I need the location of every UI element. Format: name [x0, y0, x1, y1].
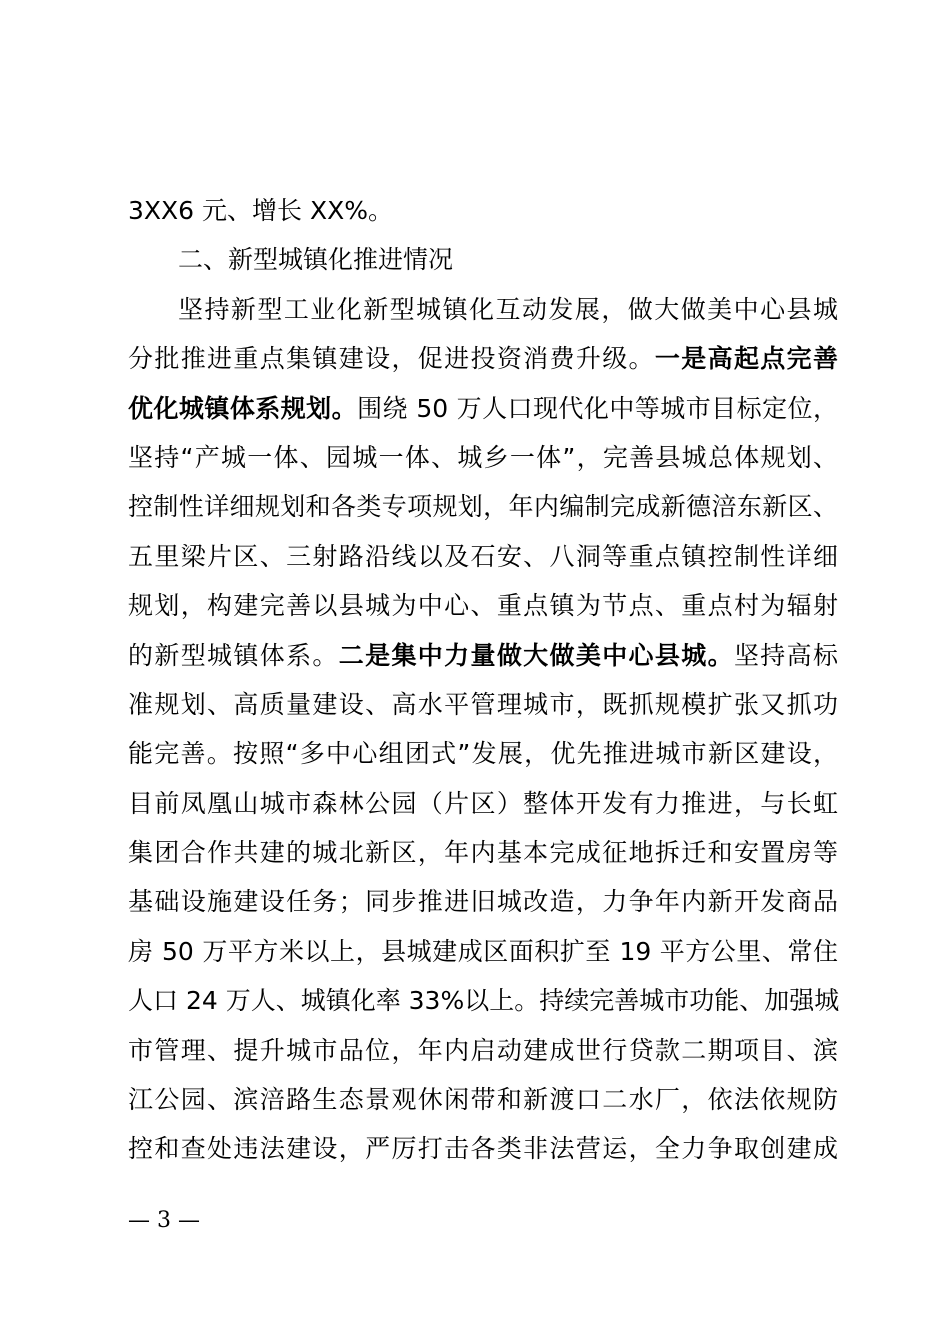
text-line — [128, 482, 838, 531]
text-line — [128, 1124, 838, 1173]
text-segment: 市管理、提升城市品位，年内启动建成世行贷款二期项目、滨 — [128, 1035, 838, 1065]
text-segment: 五里梁片区、三射路沿线以及石安、八洞等重点镇控制性详细 — [128, 541, 838, 571]
text-line — [128, 581, 838, 630]
text-line — [128, 384, 838, 433]
text-segment: 3XX6 元、增长 XX%。 — [128, 196, 393, 225]
text-segment: 控和查处违法建设，严厉打击各类非法营运，全力争取创建成 — [128, 1134, 838, 1164]
text-segment: 人口 24 万人、城镇化率 33%以上。持续完善城市功能、加强城 — [128, 986, 840, 1016]
text-line — [128, 828, 838, 877]
bold-text-segment: 二是集中力量做大做美中心县城。 — [338, 640, 734, 670]
text-line — [128, 285, 838, 334]
text-line — [128, 532, 838, 581]
text-segment: 基础设施建设任务；同步推进旧城改造，力争年内新开发商品 — [128, 887, 838, 917]
text-segment: 能完善。按照“多中心组团式”发展，优先推进城市新区建设， — [128, 739, 838, 769]
text-line — [128, 334, 838, 383]
text-segment: 准规划、高质量建设、高水平管理城市，既抓规模扩张又抓功 — [128, 689, 838, 719]
bold-text-segment: 优化城镇体系规划。 — [128, 393, 358, 423]
text-segment: 集团合作共建的城北新区，年内基本完成征地拆迁和安置房等 — [128, 838, 838, 868]
bold-text-segment: 一是高起点完善 — [654, 344, 838, 374]
text-segment: 规划，构建完善以县城为中心、重点镇为节点、重点村为辐射 — [128, 591, 838, 621]
text-segment: 二、新型城镇化推进情况 — [178, 245, 454, 275]
text-line — [128, 927, 838, 976]
text-segment: 坚持“产城一体、园城一体、城乡一体”，完善县城总体规划、 — [128, 442, 838, 472]
text-segment: 坚持高标 — [733, 640, 838, 670]
text-segment: 围绕 50 万人口现代化中等城市目标定位， — [357, 393, 838, 423]
body-text — [128, 186, 838, 1174]
text-segment: 坚持新型工业化新型城镇化互动发展，做大做美中心县城 — [178, 294, 838, 324]
text-line — [128, 631, 838, 680]
text-line — [128, 1075, 838, 1124]
text-line — [128, 976, 838, 1025]
text-segment: 分批推进重点集镇建设，促进投资消费升级。 — [128, 344, 655, 374]
page-number: — 3 — — [128, 1208, 200, 1233]
text-line — [128, 877, 838, 926]
text-line — [128, 186, 838, 235]
text-segment: 控制性详细规划和各类专项规划，年内编制完成新德涪东新区、 — [128, 492, 838, 522]
text-segment: 房 50 万平方米以上，县城建成区面积扩至 19 平方公里、常住 — [128, 936, 838, 966]
text-segment: 目前凤凰山城市森林公园（片区）整体开发有力推进，与长虹 — [128, 788, 838, 818]
text-line — [128, 1026, 838, 1075]
text-segment: 的新型城镇体系。 — [128, 640, 339, 670]
text-line — [128, 779, 838, 828]
text-line — [128, 729, 838, 778]
text-line — [128, 433, 838, 482]
text-segment: 江公园、滨涪路生态景观休闲带和新渡口二水厂，依法依规防 — [128, 1085, 838, 1115]
text-line — [128, 680, 838, 729]
text-line — [128, 235, 838, 284]
